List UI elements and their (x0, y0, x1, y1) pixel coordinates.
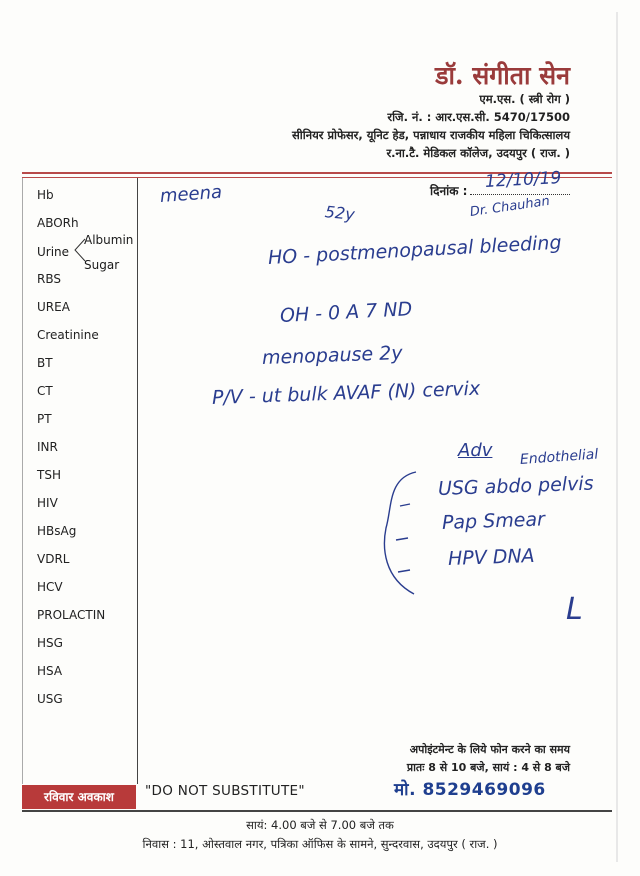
test-pt: PT (37, 412, 52, 426)
phone-number: मो. 8529469096 (394, 780, 546, 800)
handwritten-investigation-2: Pap Smear (441, 508, 546, 534)
test-tsh: TSH (37, 468, 61, 482)
handwritten-signature: L (566, 592, 583, 627)
tests-sidebar (22, 178, 138, 784)
page-edge (616, 12, 618, 862)
medical-college: र.ना.टै. मेडिकल कॉलेज, उदयपुर ( राज. ) (386, 146, 570, 160)
handwritten-obstetric-history: OH - 0 A 7 ND (279, 298, 413, 327)
test-hsg: HSG (37, 636, 63, 650)
test-rbs: RBS (37, 272, 61, 286)
clinic-timing: सायं: 4.00 बजे से 7.00 बजे तक (246, 818, 394, 832)
footer-divider (22, 810, 612, 812)
handwritten-note: Endothelial (519, 446, 599, 468)
test-hbsag: HBsAg (37, 524, 77, 538)
handwritten-pv-exam: P/V - ut bulk AVAF (N) cervix (211, 377, 481, 409)
appointment-info: अपोइंटमेन्ट के लिये फोन करने का समय (409, 743, 570, 756)
test-creatinine: Creatinine (37, 328, 99, 342)
test-prolactin: PROLACTIN (37, 608, 106, 622)
test-hsa: HSA (37, 664, 63, 678)
handwritten-investigation-1: USG abdo pelvis (437, 472, 594, 500)
handwritten-investigation-3: HPV DNA (447, 544, 535, 570)
urine-sugar: Sugar (84, 258, 120, 272)
handwritten-advice: Adv (458, 440, 493, 461)
test-inr: INR (37, 440, 58, 454)
test-hb: Hb (37, 188, 54, 202)
handwritten-brace (378, 468, 428, 598)
test-usg: USG (37, 692, 63, 706)
date-line (470, 194, 570, 195)
urine-albumin: Albumin (84, 233, 134, 247)
sunday-off-badge: रविवार अवकाश (22, 785, 136, 809)
test-bt: BT (37, 356, 53, 370)
test-hcv: HCV (37, 580, 63, 594)
handwritten-date: 12/10/19 (484, 168, 562, 192)
doctor-position: सीनियर प्रोफेसर, यूनिट हेड, पन्नाधाय राजकीय महिला चिकित्सालय (291, 128, 570, 142)
urine-label: Urine (37, 245, 70, 259)
test-urea: UREA (37, 300, 70, 314)
doctor-degree: एम.एस. ( स्त्री रोग ) (479, 92, 570, 106)
handwritten-age: 52y (324, 202, 356, 225)
test-ct: CT (37, 384, 53, 398)
handwritten-doctor: Dr. Chauhan (468, 193, 551, 220)
handwritten-patient-name: meena (159, 181, 223, 207)
test-hiv: HIV (37, 496, 58, 510)
handwritten-menopause: menopause 2y (261, 342, 403, 369)
do-not-substitute: "DO NOT SUBSTITUTE" (145, 783, 305, 799)
registration-number: रजि. नं. : आर.एस.सी. 5470/17500 (387, 110, 570, 124)
date-label: दिनांक : (430, 184, 468, 198)
residence-address: निवास : 11, ओस्तवाल नगर, पत्रिका ऑफिस के सामने, सुन्दरवास, उदयपुर ( राज. ) (142, 837, 498, 851)
test-vdrl: VDRL (37, 552, 70, 566)
doctor-name: डॉ. संगीता सेन (435, 61, 570, 90)
test-aborh: ABORh (37, 216, 79, 230)
appointment-timing: प्रातः 8 से 10 बजे, सायं : 4 से 8 बजे (406, 761, 570, 774)
handwritten-complaint: HO - postmenopausal bleeding (267, 231, 563, 269)
